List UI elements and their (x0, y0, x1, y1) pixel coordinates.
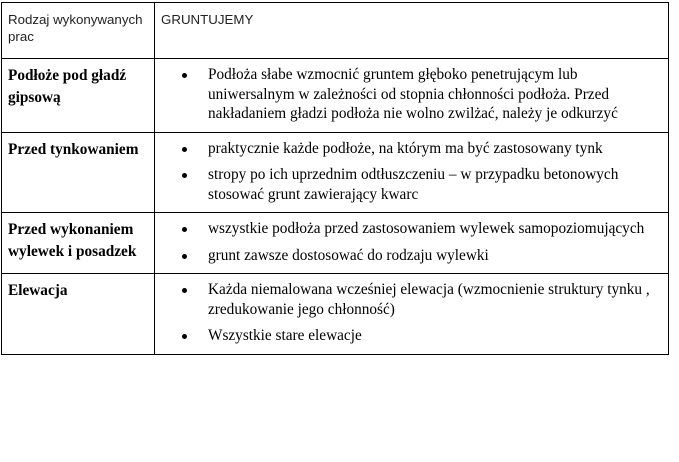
list-item: wszystkie podłoża przed zastosowaniem wylewek samopoziomujących (155, 219, 660, 239)
list-item: Wszystkie stare elewacje (155, 326, 660, 346)
bullet-icon (182, 173, 187, 178)
row-label-before-plastering: Przed tynkowaniem (2, 132, 155, 213)
bullet-icon (182, 288, 187, 293)
header-priming: GRUNTUJEMY (155, 3, 669, 59)
priming-table-container (1, 2, 668, 355)
list-item: grunt zawsze dostosować do rodzaju wylewki (155, 246, 660, 266)
list-item: stropy po ich uprzednim odtłuszczeniu – w przypadku betonowych stosować grunt zawierający kwarc (155, 165, 660, 204)
row-label-before-screeds: Przed wykonaniem wylewek i posadzek (2, 213, 155, 274)
priming-table (1, 2, 669, 355)
list-item: Każda niemalowana wcześniej elewacja (wzmocnienie struktury tynku , zredukowanie jego chłonność) (155, 280, 660, 319)
row-content-before-screeds (155, 213, 669, 274)
table-row (2, 274, 669, 355)
row-content-gypsum-substrate (155, 59, 669, 133)
row-content-facade (155, 274, 669, 355)
row-content-before-plastering (155, 132, 669, 213)
bullet-icon (182, 254, 187, 259)
header-work-type: Rodzaj wykonywanych prac (2, 3, 155, 59)
bullet-icon (182, 147, 187, 152)
bullet-icon (182, 227, 187, 232)
row-label-facade: Elewacja (2, 274, 155, 355)
table-row (2, 59, 669, 133)
bullet-icon (182, 73, 187, 78)
table-row (2, 213, 669, 274)
list-item: praktycznie każde podłoże, na którym ma być zastosowany tynk (155, 139, 660, 159)
table-row (2, 132, 669, 213)
table-header-row (2, 3, 669, 59)
list-item: Podłoża słabe wzmocnić gruntem głęboko penetrującym lub uniwersalnym w zależności od stopnia chłonności podłoża. Przed nakładaniem gładzi podłoża nie wolno zwilżać, należy je odkurzyć (155, 65, 660, 124)
bullet-icon (182, 334, 187, 339)
row-label-gypsum-substrate: Podłoże pod gładź gipsową (2, 59, 155, 133)
